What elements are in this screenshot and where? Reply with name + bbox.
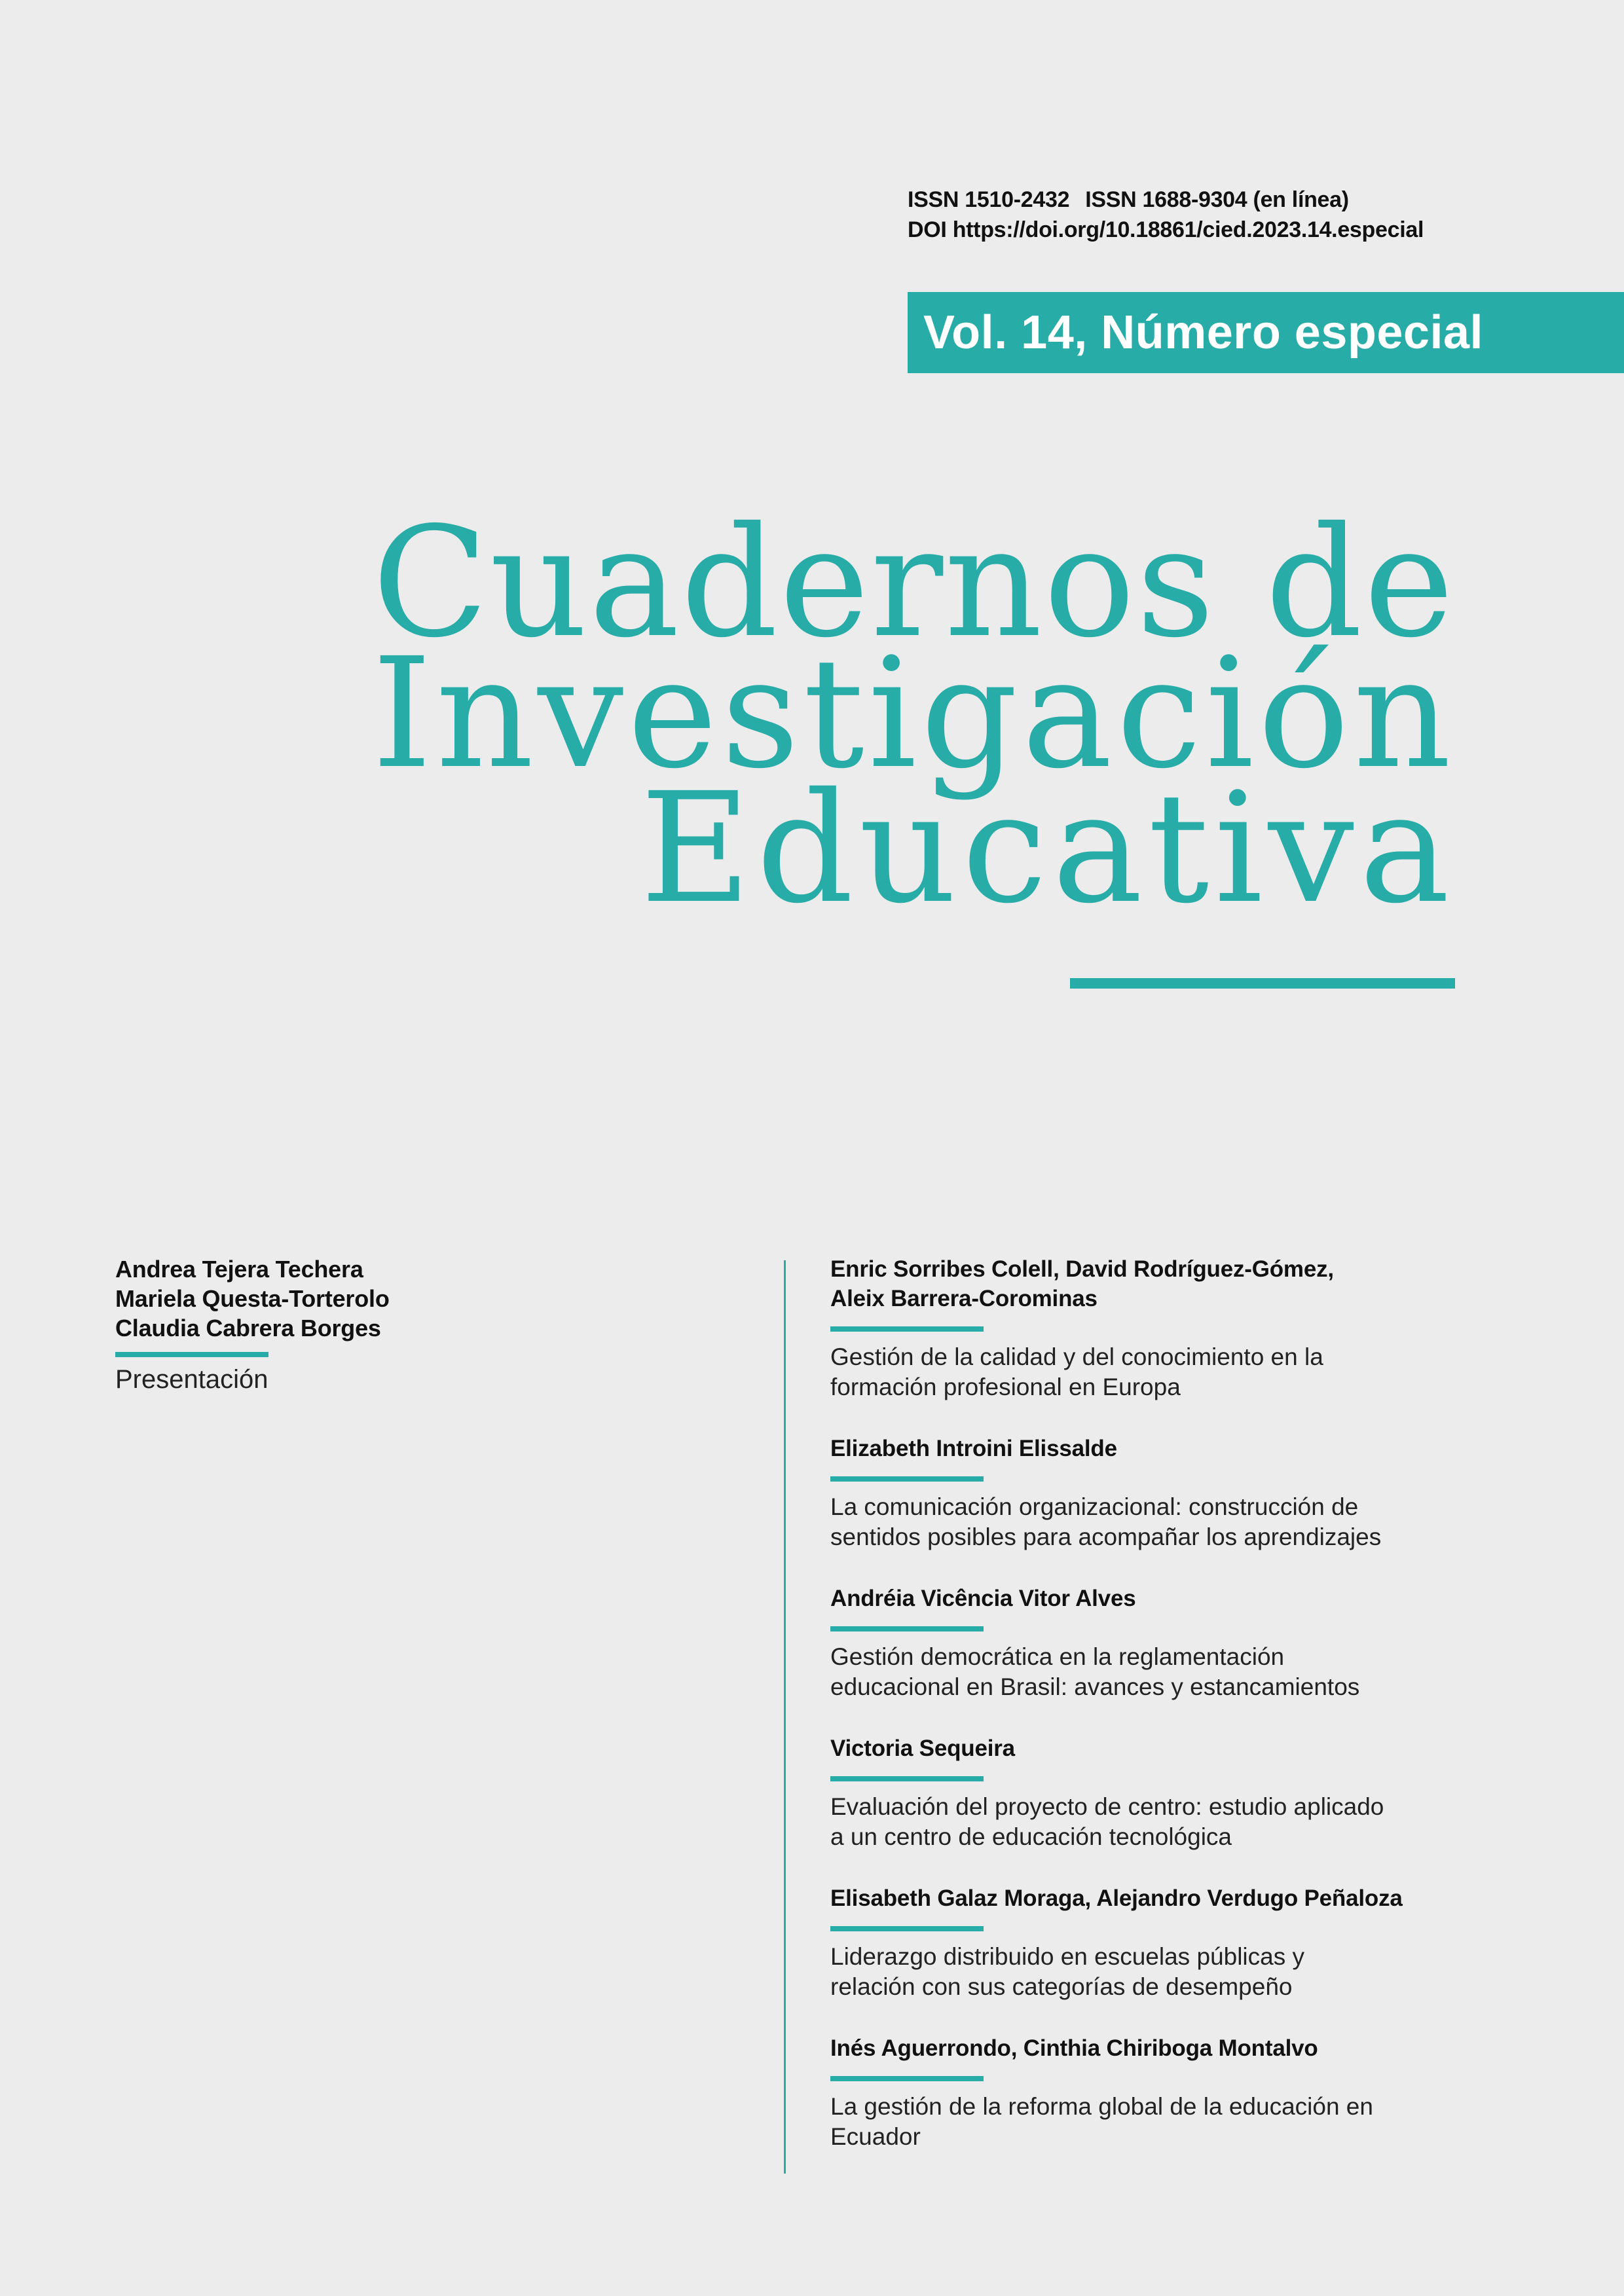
presentation-rule bbox=[115, 1352, 268, 1357]
presentation-block bbox=[115, 1254, 705, 1395]
journal-title-line-1: Cuadernos de bbox=[372, 494, 1455, 671]
publication-meta bbox=[908, 185, 1424, 245]
article-title: Gestión democrática en la reglamentación bbox=[830, 1643, 1285, 1670]
article-rule bbox=[830, 1476, 984, 1482]
article-rule bbox=[830, 1776, 984, 1781]
journal-title-line-2: Investigación bbox=[372, 625, 1455, 802]
column-divider bbox=[784, 1260, 786, 2174]
article-rule bbox=[830, 1326, 984, 1332]
article-authors: Victoria Sequeira bbox=[830, 1736, 1015, 1761]
article-title: Gestión de la calidad y del conocimiento en la bbox=[830, 1343, 1323, 1370]
title-underline bbox=[1070, 978, 1455, 989]
table-of-contents bbox=[830, 1254, 1485, 2183]
presentation-author: Claudia Cabrera Borges bbox=[115, 1315, 381, 1341]
presentation-author: Mariela Questa-Torterolo bbox=[115, 1285, 390, 1312]
article-title: a un centro de educación tecnológica bbox=[830, 1823, 1232, 1850]
issn-print: ISSN 1510-2432 bbox=[908, 187, 1070, 212]
article-entry bbox=[830, 1434, 1485, 1584]
article-title: relación con sus categorías de desempeño bbox=[830, 1973, 1293, 2000]
presentation-title: Presentación bbox=[115, 1365, 268, 1394]
issn-row bbox=[908, 185, 1424, 215]
article-title: La gestión de la reforma global de la educación en bbox=[830, 2093, 1373, 2120]
article-title: La comunicación organizacional: construcción de bbox=[830, 1493, 1359, 1520]
article-rule bbox=[830, 2076, 984, 2081]
article-authors: Andréia Vicência Vitor Alves bbox=[830, 1586, 1136, 1611]
article-entry bbox=[830, 2033, 1485, 2183]
journal-title-line-3: Educativa bbox=[640, 760, 1455, 937]
article-title: Ecuador bbox=[830, 2123, 921, 2150]
article-authors: Aleix Barrera-Corominas bbox=[830, 1286, 1098, 1311]
article-rule bbox=[830, 1626, 984, 1631]
article-authors: Enric Sorribes Colell, David Rodríguez-Gómez, bbox=[830, 1256, 1334, 1282]
journal-title bbox=[372, 494, 1455, 937]
article-entry bbox=[830, 1734, 1485, 1884]
article-entry bbox=[830, 1584, 1485, 1734]
article-entry bbox=[830, 1254, 1485, 1434]
article-entry bbox=[830, 1884, 1485, 2033]
article-title: Evaluación del proyecto de centro: estudio aplicado bbox=[830, 1793, 1384, 1820]
article-authors: Elisabeth Galaz Moraga, Alejandro Verdugo Peñaloza bbox=[830, 1886, 1403, 1911]
issn-online: ISSN 1688-9304 (en línea) bbox=[1085, 187, 1349, 212]
presentation-author: Andrea Tejera Techera bbox=[115, 1256, 363, 1283]
article-title: Liderazgo distribuido en escuelas públicas y bbox=[830, 1943, 1304, 1970]
volume-banner bbox=[908, 292, 1624, 373]
article-title: sentidos posibles para acompañar los aprendizajes bbox=[830, 1523, 1382, 1550]
volume-label: Vol. 14, Número especial bbox=[923, 306, 1484, 359]
article-authors: Inés Aguerrondo, Cinthia Chiriboga Montalvo bbox=[830, 2035, 1318, 2061]
doi: DOI https://doi.org/10.18861/cied.2023.14.especial bbox=[908, 217, 1424, 242]
article-authors: Elizabeth Introini Elissalde bbox=[830, 1436, 1117, 1461]
article-rule bbox=[830, 1926, 984, 1931]
article-title: formación profesional en Europa bbox=[830, 1374, 1181, 1400]
article-title: educacional en Brasil: avances y estancamientos bbox=[830, 1673, 1360, 1700]
